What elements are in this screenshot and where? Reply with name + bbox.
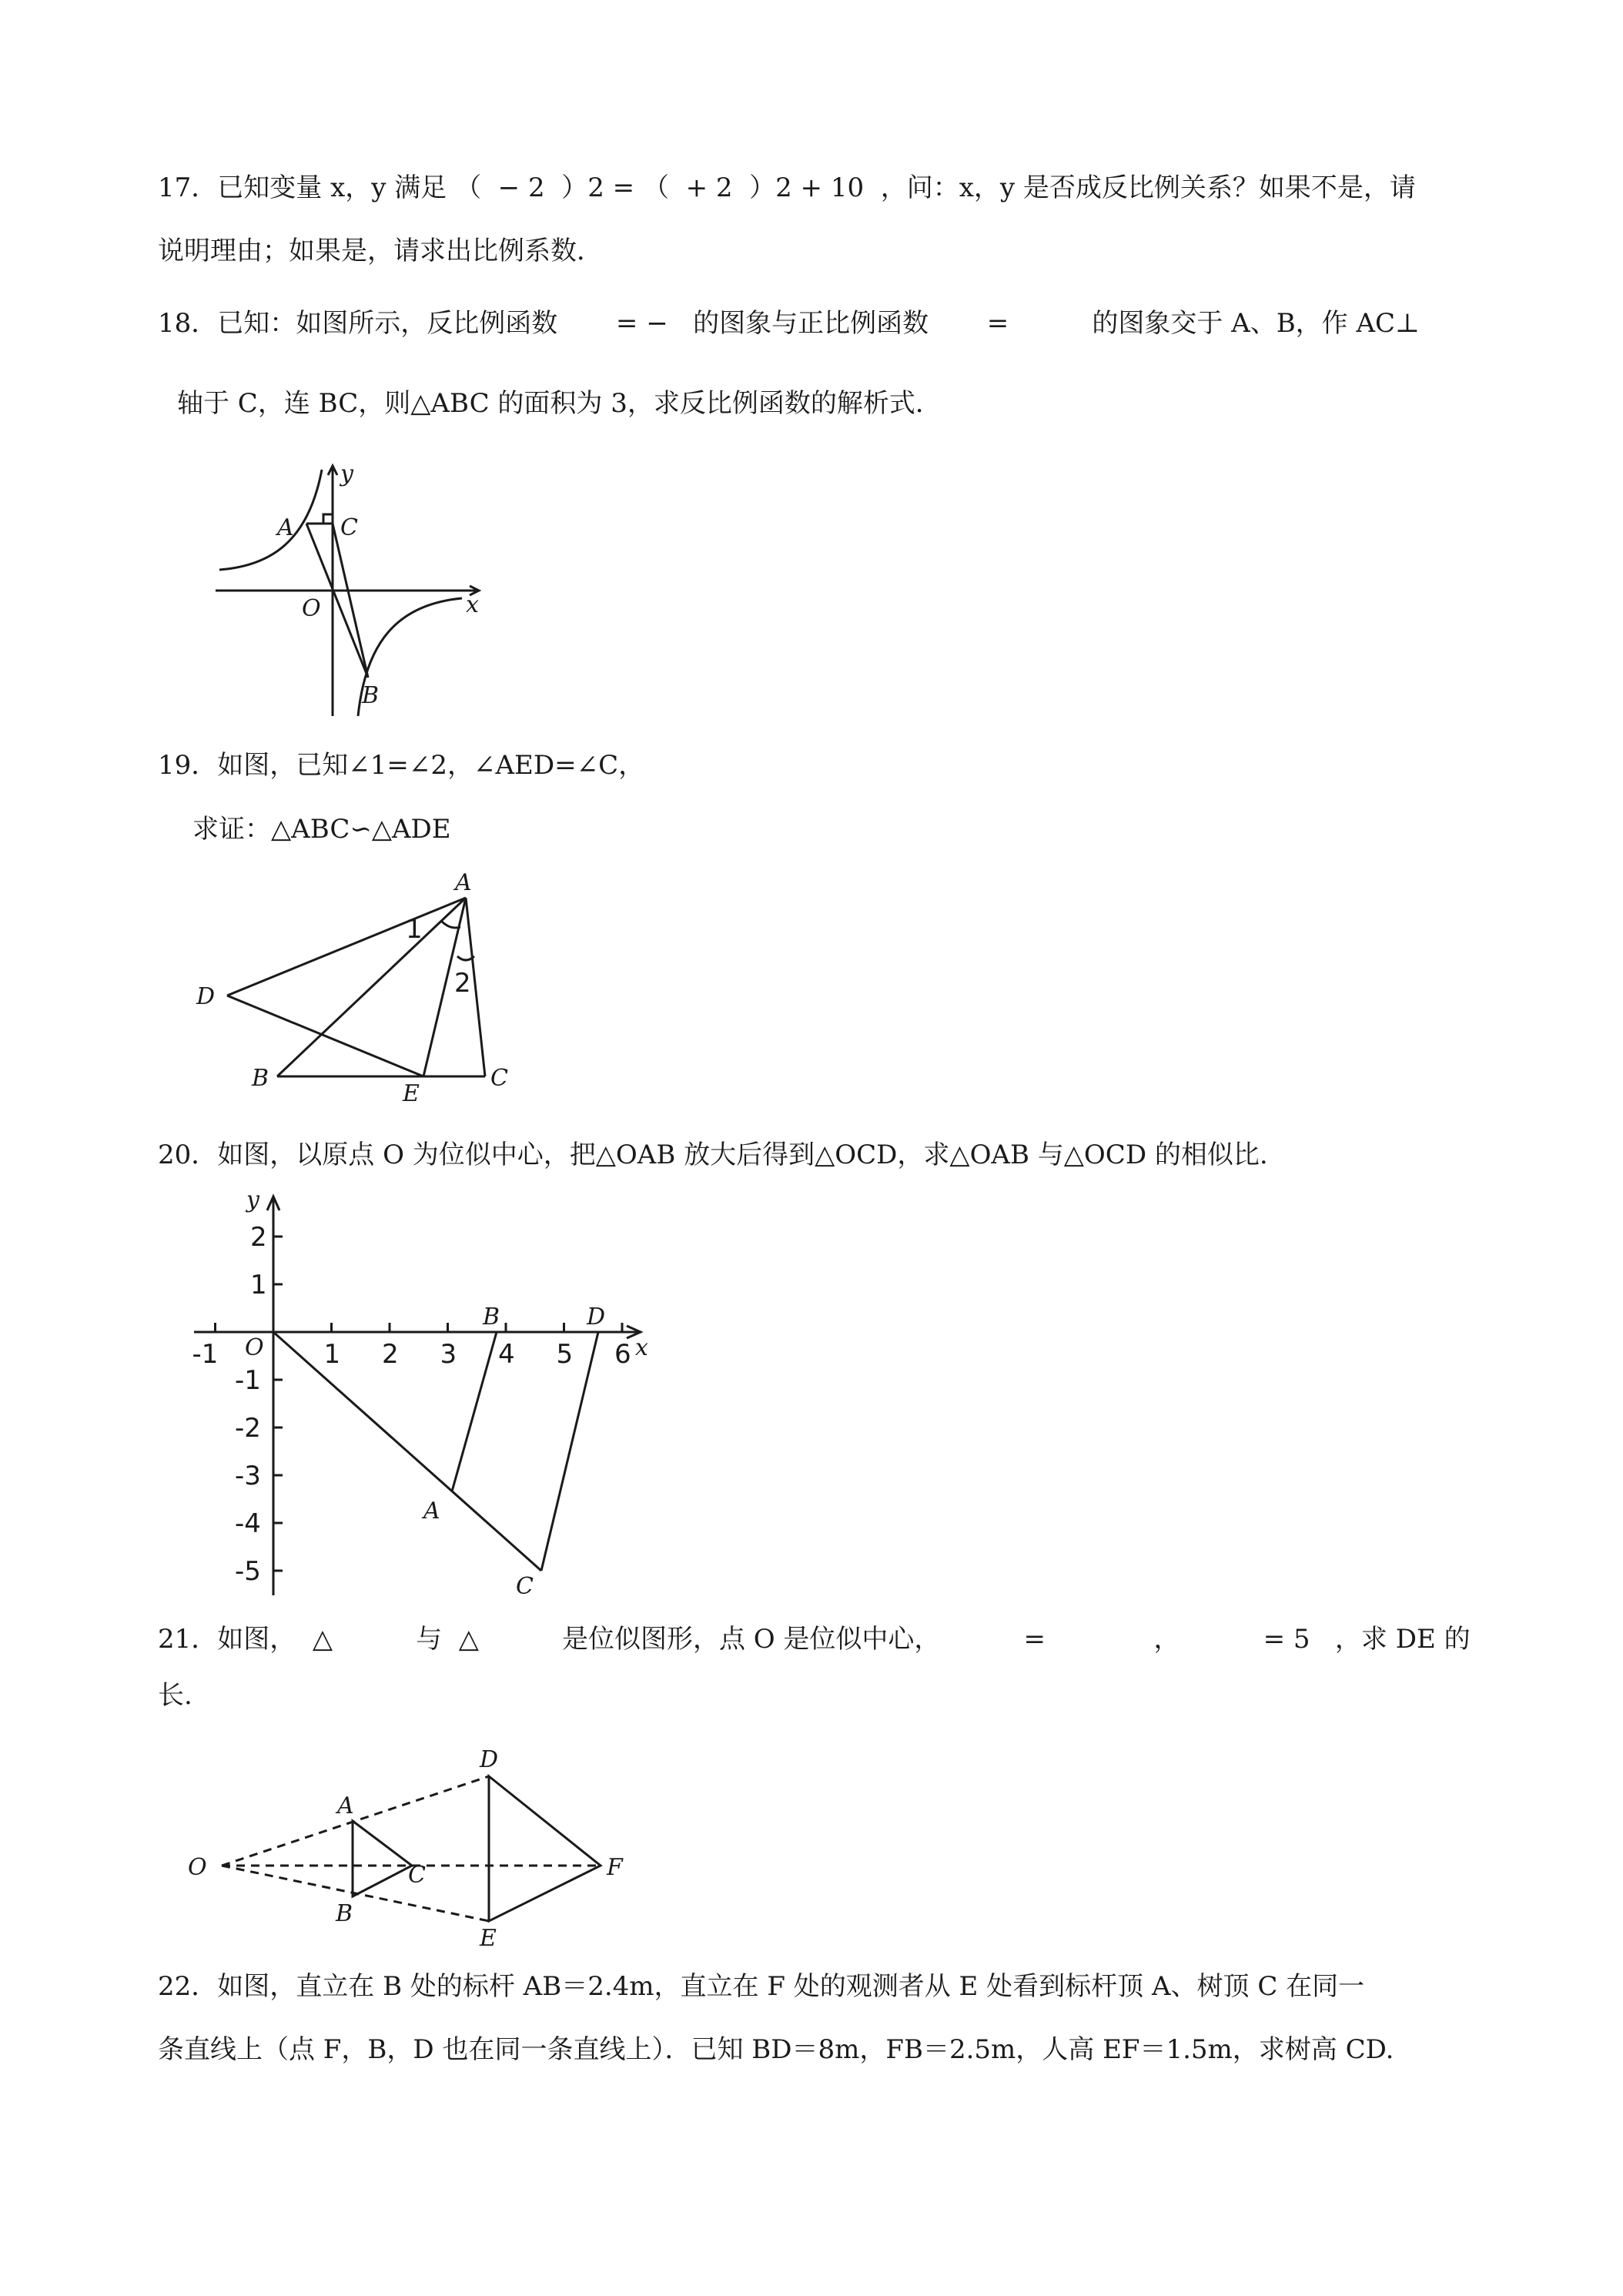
q21-label-d: D xyxy=(480,1746,499,1773)
q19-angle-1-arc xyxy=(441,921,460,928)
q19-angle-2-arc xyxy=(457,956,474,960)
q20-x-tick-label: 3 xyxy=(440,1339,457,1370)
q19-label-c: C xyxy=(490,1065,508,1092)
q19-line-ba xyxy=(277,898,466,1076)
q18-label-o: O xyxy=(302,595,321,622)
q20-x-tick-label: -1 xyxy=(192,1339,219,1370)
q20-line-1: 20．如图，以原点 O 为位似中心，把△OAB 放大后得到△OCD，求△OAB 与△OCD 的相似比. xyxy=(158,1140,1268,1170)
q20-label-d: D xyxy=(587,1304,606,1330)
q19-label-angle-1: 1 xyxy=(406,914,423,945)
q18-hyperbola-upper-branch xyxy=(219,470,322,570)
q21-ray-oe xyxy=(222,1866,489,1921)
q18-label-c: C xyxy=(340,514,358,541)
q19-label-angle-2: 2 xyxy=(454,968,471,999)
q18-right-angle-mark xyxy=(323,514,333,524)
q19-label-e: E xyxy=(403,1080,420,1107)
q18-line-2: 轴于 C，连 BC，则△ABC 的面积为 3，求反比例函数的解析式． xyxy=(177,388,942,419)
q19-line-da xyxy=(227,898,466,996)
q22-line-1: 22．如图，直立在 B 处的标杆 AB＝2.4m，直立在 F 处的观测者从 E 处看到标杆顶 A、树顶 C 在同一 xyxy=(158,1971,1365,2002)
q20-y-tick-label: -4 xyxy=(235,1508,261,1539)
q20-x-tick-label: 6 xyxy=(614,1339,631,1370)
q21-triangle-abc xyxy=(353,1821,412,1896)
q21-line-2: 长. xyxy=(158,1680,192,1711)
q20-y-tick-label: -2 xyxy=(235,1413,261,1444)
q20-y-tick-label: 2 xyxy=(250,1222,267,1253)
q18-label-x: x xyxy=(466,591,479,618)
q20-label-y: y xyxy=(246,1186,259,1213)
q20-y-tick-label: -5 xyxy=(235,1556,261,1587)
q17-line-2: 说明理由；如果是，请求出比例系数． xyxy=(158,236,603,266)
q20-axis-ticks xyxy=(192,1222,631,1587)
q18-label-y: y xyxy=(340,460,353,487)
q21-label-o: O xyxy=(188,1854,207,1881)
q21-label-a: A xyxy=(337,1792,354,1819)
q20-label-x: x xyxy=(635,1334,648,1361)
q20-label-c: C xyxy=(516,1573,534,1600)
q20-x-tick-label: 2 xyxy=(382,1339,399,1370)
q20-line-ab xyxy=(452,1332,497,1491)
q21-label-c: C xyxy=(408,1862,426,1889)
q20-x-tick-label: 1 xyxy=(323,1339,341,1370)
q18-label-b: B xyxy=(362,682,380,709)
q18-label-a: A xyxy=(277,514,294,541)
q22-line-2: 条直线上（点 F，B，D 也在同一条直线上）．已知 BD＝8m，FB＝2.5m，人高 EF＝1.5m，求树高 CD. xyxy=(158,2034,1394,2065)
q21-label-b: B xyxy=(336,1900,353,1927)
q20-x-tick-label: 4 xyxy=(498,1339,515,1370)
q20-label-a: A xyxy=(423,1498,440,1525)
q21-triangle-def xyxy=(489,1776,601,1921)
q21-line-1: 21．如图， △ 与 △ 是位似图形，点 O 是位似中心， = ， = 5 ，求 DE 的 xyxy=(158,1624,1471,1655)
q21-figure xyxy=(185,1736,647,1967)
q20-y-tick-label: 1 xyxy=(250,1270,267,1300)
q19-line-1: 19．如图，已知∠1=∠2，∠AED=∠C， xyxy=(158,750,645,781)
q19-label-d: D xyxy=(196,983,216,1010)
q19-line-2: 求证：△ABC∽△ADE xyxy=(192,814,451,845)
q19-figure xyxy=(189,861,535,1107)
q18-line-1: 18．已知：如图所示，反比例函数 = − 的图象与正比例函数 = 的图象交于 A、B，作 AC⊥ xyxy=(158,308,1421,339)
q21-label-f: F xyxy=(607,1854,623,1881)
q20-y-tick-label: -3 xyxy=(235,1461,261,1491)
q19-label-a: A xyxy=(455,869,472,896)
q20-label-b: B xyxy=(483,1304,500,1330)
q20-figure xyxy=(185,1186,662,1602)
q20-label-o: O xyxy=(245,1334,264,1361)
q21-ray-od xyxy=(222,1776,489,1866)
q18-figure xyxy=(200,458,508,724)
q21-label-e: E xyxy=(480,1925,497,1952)
q20-x-tick-label: 5 xyxy=(556,1339,574,1370)
q20-y-tick-label: -1 xyxy=(235,1365,261,1396)
q17-line-1: 17．已知变量 x，y 满足 （ − 2 ）2 = （ + 2 ）2 + 10 ，问：x，y 是否成反比例关系？如果不是，请 xyxy=(158,172,1416,203)
q19-label-b: B xyxy=(252,1065,269,1092)
